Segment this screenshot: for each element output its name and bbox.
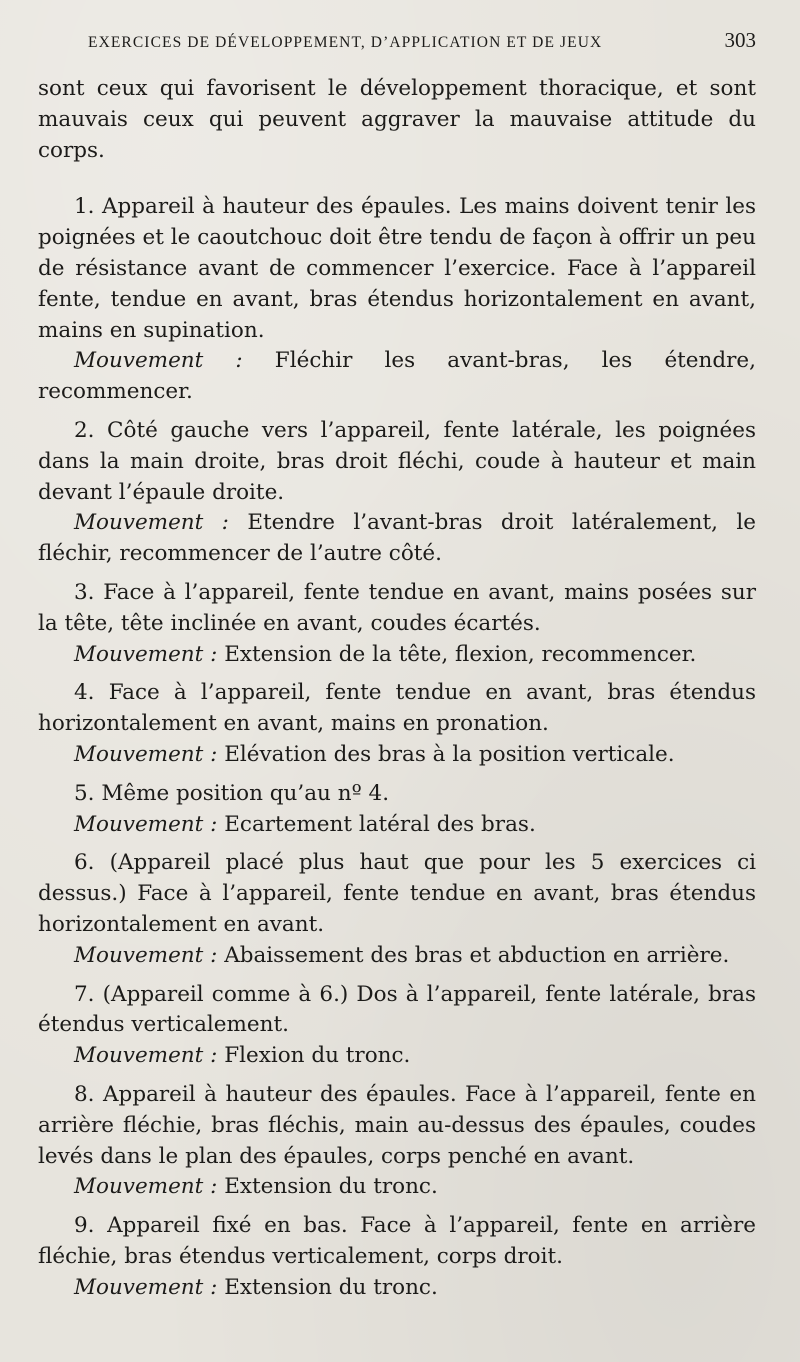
movement-label: Mouvement : [74, 942, 218, 968]
exercise-3-text: 3. Face à l’appareil, fente tendue en avant, mains posées sur la tête, tête inclinée en avant, coudes écartés. [38, 579, 756, 636]
movement-description: Ecartement latéral des bras. [224, 811, 536, 837]
page-number: 303 [724, 28, 756, 52]
movement-label: Mouvement : [74, 641, 218, 667]
exercise-5-text: 5. Même position qu’au nº 4. [74, 780, 390, 806]
movement-label: Mouvement : [74, 348, 243, 374]
movement-description: Elévation des bras à la position verticale. [224, 741, 675, 767]
exercise-2-movement [38, 508, 756, 570]
exercise-3-movement [38, 640, 756, 671]
exercise-1-text: 1. Appareil à hauteur des épaules. Les mains doivent tenir les poignées et le caoutchouc doit être tendu de façon à offrir un peu de résistance avant de commencer l’exercice. Face à l’appareil fente, tendue en avant, bras étendus horizontalement en avant, mains en supination. [38, 194, 756, 343]
running-title: EXERCICES DE DÉVELOPPEMENT, D’APPLICATION ET DE JEUX [88, 34, 603, 51]
movement-description: Extension du tronc. [224, 1274, 438, 1300]
exercise-6-movement [38, 941, 756, 972]
exercise-7-text: 7. (Appareil comme à 6.) Dos à l’appareil, fente latérale, bras étendus verticalement. [38, 981, 756, 1038]
movement-label: Mouvement : [74, 510, 229, 536]
movement-description: Etendre l’avant-bras droit latéralement, le fléchir, recommencer de l’autre côté. [38, 510, 756, 567]
movement-label: Mouvement : [74, 741, 218, 767]
intro-paragraph: sont ceux qui favorisent le développement thoracique, et sont mauvais ceux qui peuvent aggraver la mauvaise attitude du corps. [38, 76, 756, 163]
exercise-1-movement [38, 346, 756, 408]
movement-description: Abaissement des bras et abduction en arrière. [224, 942, 730, 968]
exercise-4-movement [38, 740, 756, 771]
exercise-9-movement [38, 1273, 756, 1304]
movement-label: Mouvement : [74, 811, 218, 837]
exercise-9-text: 9. Appareil fixé en bas. Face à l’appareil, fente en arrière fléchie, bras étendus verticalement, corps droit. [38, 1213, 756, 1269]
exercise-5-movement [38, 810, 756, 841]
exercise-2-text: 2. Côté gauche vers l’appareil, fente latérale, les poignées dans la main droite, bras droit fléchi, coude à hauteur et main devant l’épaule droite. [38, 417, 756, 505]
exercise-4-text: 4. Face à l’appareil, fente tendue en avant, bras étendus horizontalement en avant, mains en pronation. [38, 680, 756, 737]
movement-label: Mouvement : [74, 1174, 218, 1200]
movement-description: Extension de la tête, flexion, recommencer. [224, 641, 697, 667]
movement-label: Mouvement : [74, 1274, 218, 1300]
movement-description: Extension du tronc. [224, 1174, 438, 1200]
movement-label: Mouvement : [74, 1043, 218, 1069]
body-text [38, 74, 756, 1303]
movement-description: Flexion du tronc. [224, 1043, 411, 1069]
running-head [88, 28, 756, 74]
exercise-6-text: 6. (Appareil placé plus haut que pour les 5 exercices ci dessus.) Face à l’appareil, fente tendue en avant, bras étendus horizontalement en avant. [38, 850, 756, 937]
exercise-8-text: 8. Appareil à hauteur des épaules. Face à l’appareil, fente en arrière fléchie, bras fléchis, main au-dessus des épaules, coudes levés dans le plan des épaules, corps penché en avant. [38, 1081, 756, 1169]
exercise-7-movement [38, 1041, 756, 1072]
movement-description: Fléchir les avant-bras, les étendre, recommencer. [38, 348, 756, 405]
exercise-8-movement [38, 1172, 756, 1203]
